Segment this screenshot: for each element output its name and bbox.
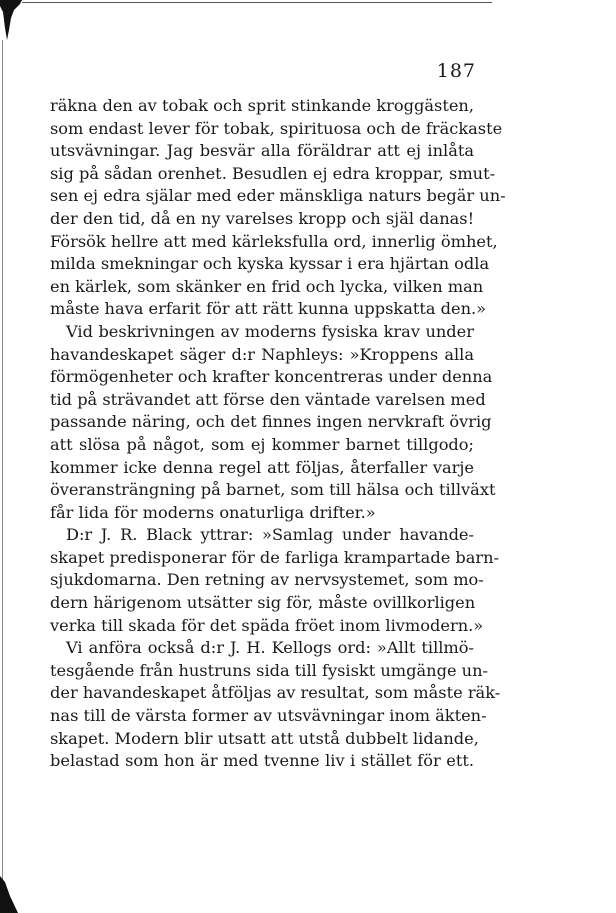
text-line: överansträngning på barnet, som till hälsa och tillväxt (50, 480, 496, 500)
text-line: skapet predisponerar för de farliga krampartade barn- (50, 547, 500, 567)
scan-left-edge (2, 40, 3, 913)
text-line: der havandeskapet åtföljas av resultat, som måste räk- (50, 683, 501, 703)
text-line: utsvävningar. Jag besvär alla föräldrar att ej inlåta (50, 141, 474, 161)
text-line: dern härigenom utsätter sig för, måste ovillkorligen (50, 593, 476, 613)
page-number: 187 (436, 60, 476, 82)
text-line: milda smekningar och kyska kyssar i era hjärtan odla (50, 254, 490, 274)
paragraph-start-line: D:r J. R. Black yttrar: »Samlag under havande- (66, 525, 474, 545)
text-line: räkna den av tobak och sprit stinkande kroggästen, (50, 96, 474, 115)
text-line: Försök hellre att med kärleksfulla ord, innerlig ömhet, (50, 231, 498, 251)
text-line: skapet. Modern blir utsatt att utstå dubbelt lidande, (50, 728, 479, 748)
text-line: nas till de värsta former av utsvävningar inom äkten- (50, 706, 487, 726)
scan-corner-mark (0, 0, 22, 40)
paragraph-end-line: måste hava erfarit för att rätt kunna uppskatta den.» (50, 299, 487, 319)
text-line: förmögenheter och krafter koncentreras under denna (50, 367, 493, 387)
text-line: som endast lever för tobak, spirituosa och de fräckaste (50, 118, 503, 138)
scan-bottom-corner-mark (0, 876, 18, 913)
text-line: en kärlek, som skänker en frid och lycka, vilken man (50, 276, 484, 296)
text-line: sjukdomarna. Den retning av nervsystemet, som mo- (50, 570, 484, 590)
paragraph-start-line: Vid beskrivningen av moderns fysiska krav under (66, 321, 474, 341)
text-line: kommer icke denna regel att följas, återfaller varje (50, 457, 474, 477)
text-line: sig på sådan orenhet. Besudlen ej edra kroppar, smut- (50, 163, 496, 183)
body-text (50, 95, 506, 773)
paragraph-start-line: Vi anföra också d:r J. H. Kellogs ord: »Allt tillmö- (66, 638, 474, 658)
text-line: att slösa på något, som ej kommer barnet tillgodo; (50, 434, 474, 454)
text-line: belastad som hon är med tvenne liv i stället för ett. (50, 751, 474, 771)
text-line: sen ej edra själar med eder mänskliga naturs begär un- (50, 186, 506, 206)
text-line: tesgående från hustruns sida till fysiskt umgänge un- (50, 660, 488, 680)
text-line: havandeskapet säger d:r Naphleys: »Kroppens alla (50, 344, 474, 364)
paragraph-end-line: får lida för moderns onaturliga drifter.» (50, 502, 376, 522)
text-line: tid på strävandet att förse den väntade varelsen med (50, 389, 486, 409)
text-line: passande näring, och det finnes ingen nervkraft övrig (50, 412, 492, 432)
scan-top-edge (22, 2, 492, 3)
paragraph-end-line: verka till skada för det späda fröet inom livmodern.» (50, 615, 484, 635)
text-line: der den tid, då en ny varelses kropp och själ danas! (50, 208, 475, 228)
